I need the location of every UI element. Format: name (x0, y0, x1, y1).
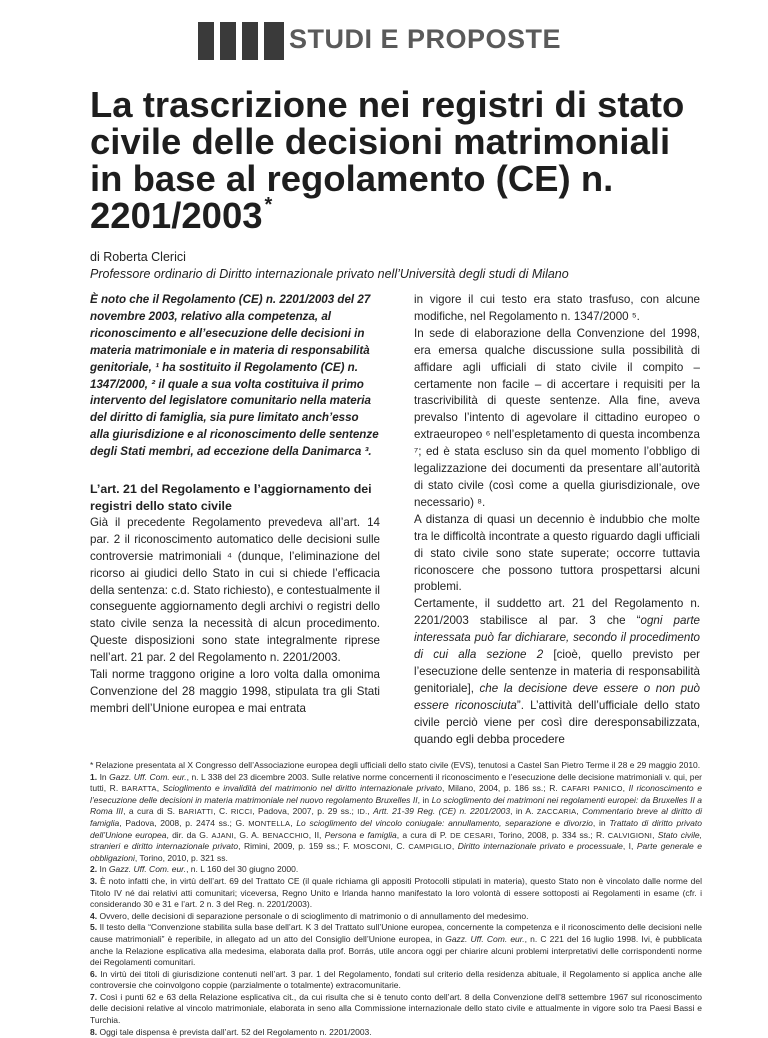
header-block (264, 22, 284, 60)
header-block (198, 22, 214, 60)
author-affiliation: Professore ordinario di Diritto internazionale privato nell’Università degli studi di Milano (90, 267, 569, 281)
footnote: 3. È noto infatti che, in virtù dell’art. 69 del Trattato CE (il quale richiama gli appositi Protocolli stipulati in materia), questo Stato non è vincolato dalle norme del Titolo IV né dai relativi atti comunitari; viceversa, Regno Unito e Irlanda hanno manifestato la loro volontà di essere sottoposti ai Regolamenti in esame (cfr. i considerando 30 e 31 e l’art. 2 n. 3 del Reg. n. 2201/2003). (90, 875, 702, 910)
footnote: 7. Così i punti 62 e 63 della Relazione esplicativa cit., da cui risulta che si è tenuto conto dell’art. 8 della Convenzione dell’8 settembre 1967 sul riconoscimento delle decisioni relative al vincolo matrimoniale, elaborata in seno alla Commissione internazionale dello stato civile e attualmente in vigore solo tra Paesi Bassi e Turchia. (90, 991, 702, 1026)
left-column (90, 292, 380, 718)
footnotes (90, 760, 702, 1038)
intro-paragraph: È noto che il Regolamento (CE) n. 2201/2003 del 27 novembre 2003, relativo alla competenza, al riconoscimento e all’esecuzione delle decisioni in materia matrimoniale e in materia di responsabilità genitoriale, ¹ ha sostituito il Regolamento (CE) n. 1347/2000, ² il quale a sua volta costituiva il primo intervento del legislatore comunitario nella materia del diritto di famiglia, sia pure limitato anch’esso alla giurisdizione e al riconoscimento delle sentenze degli Stati membri, ad eccezione della Danimarca ³. (90, 293, 379, 459)
footnote: 1. In Gazz. Uff. Com. eur., n. L 338 del 23 dicembre 2003. Sulle relative norme concernenti il riconoscimento e l’esecuzione delle decisione matrimoniali v. qui, per tutti, R. BARATTA, Scioglimento e invalidità del matrimonio nel diritto internazionale privato, Milano, 2004, p. 186 ss.; R. CAFARI PANICO, Il riconoscimento e l’esecuzione delle decisioni in materia matrimoniale nel nuovo regolamento Bruxelles II, in Lo scioglimento dei matrimoni nei regolamenti europei: da Bruxelles II a Roma III, a cura di S. BARIATTI, C. RICCI, Padova, 2007, p. 29 ss.; ID., Artt. 21-39 Reg. (CE) n. 2201/2003, in A. ZACCARIA, Commentario breve al diritto di famiglia, Padova, 2008, p. 2474 ss.; G. MONTELLA, Lo scioglimento del vincolo coniugale: annullamento, separazione e divorzio, in Trattato di diritto privato dell’Unione europea, dir. da G. AJANI, G. A. BENACCHIO, II, Persona e famiglia, a cura di P. DE CESARI, Torino, 2008, p. 334 ss.; R. CALVIGIONI, Stato civile, stranieri e diritto internazionale privato, Rimini, 2009, p. 159 ss.; F. MOSCONI, C. CAMPIGLIO, Diritto internazionale privato e processuale, I, Parte generale e obbligazioni, Torino, 2010, p. 321 ss. (90, 771, 703, 863)
body-paragraph: A distanza di quasi un decennio è indubbio che molte tra le difficoltà incontrate a questo riguardo dagli ufficiali di stato civile sono state superate; occorre tuttavia riconoscere che possono tuttora prospettarsi alcuni problemi. (414, 512, 700, 594)
body-paragraph: In sede di elaborazione della Convenzione del 1998, era emersa qualche discussione sulla possibilità di affidare agli ufficiali di stato civile il compito – certamente non facile – di accertare i requisiti per la trascrivibilità di queste sentenze. Alla fine, aveva prevalso l’intento di agevolare il cittadino europeo o extraeuropeo ⁶ nell’espletamento di questa incombenza ⁷; ed è stata escluso sin da quel momento l’obbligo di legalizzazione dei documenti da presentare all’autorità di stato civile (così come a quella giurisdizionale, ove necessario) ⁸. (414, 326, 700, 509)
body-paragraph: in vigore il cui testo era stato trasfuso, con alcune modifiche, nel Regolamento n. 1347/2000 ⁵. (414, 293, 700, 323)
right-column (414, 292, 700, 748)
footnote: * Relazione presentata al X Congresso dell’Associazione europea degli ufficiali dello stato civile (EVS), tenutosi a Castel San Pietro Terme il 28 e 29 maggio 2010. (90, 760, 701, 770)
header-block (242, 22, 258, 60)
article-title: La trascrizione nei registri di stato civile delle decisioni matrimoniali in base al regolamento (CE) n. 2201/2003 * (90, 84, 685, 236)
footnote: 8. Oggi tale dispensa è prevista dall’art. 52 del Regolamento n. 2201/2003. (90, 1026, 372, 1037)
body-paragraph: Certamente, il suddetto art. 21 del Regolamento n. 2201/2003 stabilisce al par. 3 che “ogni parte interessata può far dichiarare, secondo il procedimento di cui alla sezione 2 [cioè, quello previsto per l’esecuzione delle sentenze in materia di responsabilità genitoriale], che la decisione deve essere o non può essere riconosciuta”. L’attività dell’ufficiale dello stato civile perciò viene per così dire deresponsabilizzata, quando egli debba procedere (414, 597, 701, 746)
section-subheading: L’art. 21 del Regolamento e l’aggiornamento dei registri dello stato civile (90, 482, 372, 513)
section-label: STUDI E PROPOSTE (289, 24, 562, 54)
footnote: 6. In virtù dei titoli di giurisdizione contenuti nell’art. 3 par. 1 del Regolamento, fondati sul criterio della residenza abituale, il Regolamento si applica anche alle controversie che coinvolgono coppie (parzialmente o totalmente) extracomunitarie. (90, 968, 702, 991)
header-block (220, 22, 236, 60)
footnote: 5. Il testo della “Convenzione stabilita sulla base dell’art. K 3 del Trattato sull’Unione europea, concernente la competenza e il riconoscimento delle decisioni nelle cause matrimoniali” è reperibile, in allegato ad un atto del Consiglio dell’Unione europea, in Gazz. Uff. Com. eur., n. C 221 del 16 luglio 1998. Ivi, è pubblicata anche la Relazione esplicativa alla medesima, elaborata dalla prof. Borrás, utile ancora oggi per chiarire alcuni problemi interpretativi delle corrispondenti norme dei Regolamenti comunitari. (90, 922, 702, 968)
footnote: 4. Ovvero, delle decisioni di separazione personale o di scioglimento di matrimonio o di annullamento del medesimo. (90, 910, 529, 921)
body-paragraph: Già il precedente Regolamento prevedeva all’art. 14 par. 2 il riconoscimento automatico delle decisioni sulle controversie matrimoniali ⁴ (dunque, l’eliminazione del ricorso ai giudici dello Stato in cui si chiede l’efficacia della sentenza: c.d. Stato richiesto), e contestualmente il conseguente aggiornamento degli archivi o registri dello stato civile senza la necessità di alcun procedimento. Queste disposizioni sono state integralmente riprese nell’art. 21 par. 2 del Regolamento n. 2201/2003. (90, 515, 381, 665)
footnote: 2. In Gazz. Uff. Com. eur., n. L 160 del 30 giugno 2000. (90, 864, 299, 875)
body-paragraph: Tali norme traggono origine a loro volta dalla omonima Convenzione del 28 maggio 1998, stipulata tra gli Stati membri dell’Unione europea e mai entrata (90, 668, 380, 715)
title-footnote-mark: * (264, 194, 273, 216)
author-byline: di Roberta Clerici (90, 250, 186, 264)
section-header (0, 0, 768, 68)
